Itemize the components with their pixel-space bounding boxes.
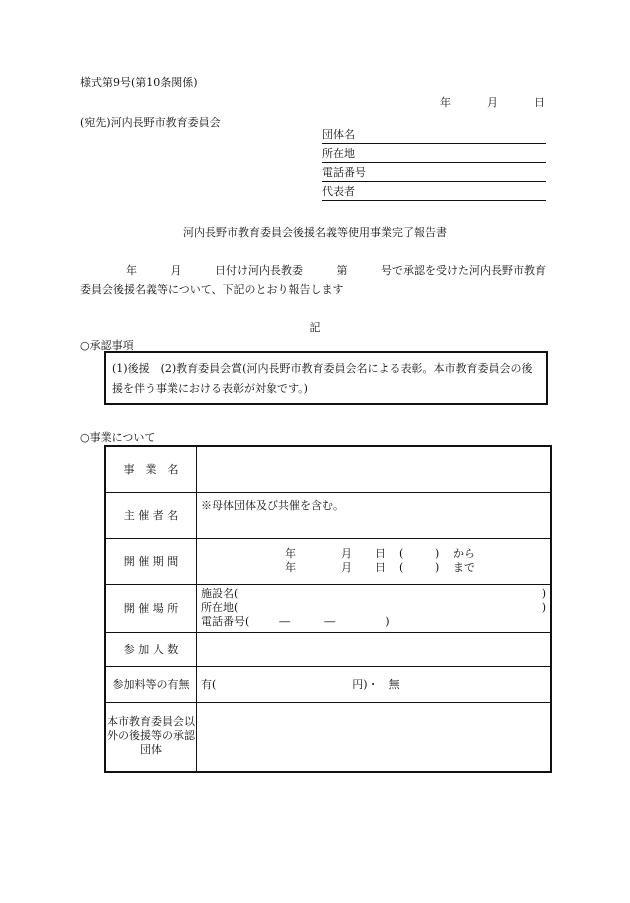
period-from-word: から xyxy=(453,547,475,560)
organizer-label: 主 催 者 名 xyxy=(105,492,197,538)
address-field[interactable] xyxy=(322,147,546,163)
venue-phone-label: 電話番号( xyxy=(201,615,250,628)
organizer-input[interactable] xyxy=(197,492,552,538)
ki-heading: 記 xyxy=(309,321,321,334)
venue-phone-close: ) xyxy=(385,615,390,628)
report-date xyxy=(440,94,545,110)
fee-yes: 有( xyxy=(201,678,217,691)
venue-phone-line xyxy=(201,615,546,629)
approval-section-heading: ○承認事項 xyxy=(80,339,134,352)
period-from-line xyxy=(201,547,546,561)
date-month: 月 xyxy=(487,96,498,109)
phone-field[interactable] xyxy=(322,166,546,182)
other-approvers-label: 本市教育委員会以外の後援等の承認団体 xyxy=(105,702,197,772)
table-row xyxy=(105,492,551,538)
table-row xyxy=(105,538,551,584)
period-to-paren-open: ( xyxy=(399,561,404,574)
venue-address-label: 所在地( xyxy=(201,601,239,614)
event-name-label: 事 業 名 xyxy=(105,446,197,492)
participants-label: 参 加 人 数 xyxy=(105,632,197,666)
organization-name-label: 団体名 xyxy=(322,128,355,141)
body-date-suffix: 日付け河内長教委 xyxy=(215,264,303,277)
body-year: 年 xyxy=(126,264,137,277)
date-year: 年 xyxy=(440,96,451,109)
period-from-year: 年 xyxy=(285,547,296,560)
fee-yen: 円)・ xyxy=(352,678,379,691)
period-from-day: 日 xyxy=(375,547,386,560)
document-title: 河内長野市教育委員会後援名義等使用事業完了報告書 xyxy=(183,226,447,239)
venue-facility-line xyxy=(201,587,546,601)
organizer-note: ※母体団体及び共催を含む。 xyxy=(201,498,344,512)
fee-input[interactable] xyxy=(197,666,552,702)
venue-address-line xyxy=(201,601,546,615)
body-text-line1 xyxy=(80,262,546,278)
addressee: (宛先)河内長野市教育委員会 xyxy=(80,116,221,129)
address-label: 所在地 xyxy=(322,147,355,160)
venue-facility-label: 施設名( xyxy=(201,587,239,600)
body-number-suffix: 号で承認を受けた河内長野市教育 xyxy=(381,264,546,277)
phone-label: 電話番号 xyxy=(322,166,366,179)
table-row xyxy=(105,446,551,492)
period-to-word: まで xyxy=(453,561,475,574)
other-approvers-input[interactable] xyxy=(197,702,552,772)
organization-name-field[interactable] xyxy=(322,128,546,144)
period-from-paren-open: ( xyxy=(399,547,404,560)
representative-label: 代表者 xyxy=(322,185,355,198)
body-text-line2: 委員会後援名義等について、下記のとおり報告します xyxy=(80,283,344,296)
period-to-month: 月 xyxy=(341,561,352,574)
period-to-year: 年 xyxy=(285,561,296,574)
event-section-heading: ○事業について xyxy=(80,431,156,444)
event-details-table xyxy=(104,445,552,773)
date-day: 日 xyxy=(534,96,545,109)
period-from-paren-close: ) xyxy=(435,547,440,560)
approval-items-text: (1)後援 (2)教育委員会賞(河内長野市教育委員会名による表彰。本市教育委員会の後援を伴う事業における表彰が対象です。) xyxy=(112,362,533,395)
venue-label: 開 催 場 所 xyxy=(105,584,197,632)
venue-address-close: ) xyxy=(541,601,546,614)
period-to-paren-close: ) xyxy=(435,561,440,574)
period-label: 開 催 期 間 xyxy=(105,538,197,584)
body-number-prefix: 第 xyxy=(336,264,348,277)
representative-field[interactable] xyxy=(322,185,546,201)
period-to-line xyxy=(201,561,546,575)
period-from-month: 月 xyxy=(341,547,352,560)
period-to-day: 日 xyxy=(375,561,386,574)
period-input[interactable] xyxy=(197,538,552,584)
venue-facility-close: ) xyxy=(541,587,546,600)
fee-no: 無 xyxy=(388,678,400,691)
body-month: 月 xyxy=(170,264,182,277)
table-row xyxy=(105,632,551,666)
table-row xyxy=(105,584,551,632)
table-row xyxy=(105,666,551,702)
fee-label: 参加料等の有無 xyxy=(105,666,197,702)
approval-items-box xyxy=(104,351,548,405)
fee-line xyxy=(201,676,546,692)
venue-phone-dash2: ― xyxy=(324,615,336,628)
venue-phone-dash1: ― xyxy=(279,615,291,628)
table-row xyxy=(105,702,551,772)
venue-input[interactable] xyxy=(197,584,552,632)
participants-input[interactable] xyxy=(197,632,552,666)
event-name-input[interactable] xyxy=(197,446,552,492)
form-number: 様式第9号(第10条関係) xyxy=(80,76,198,89)
